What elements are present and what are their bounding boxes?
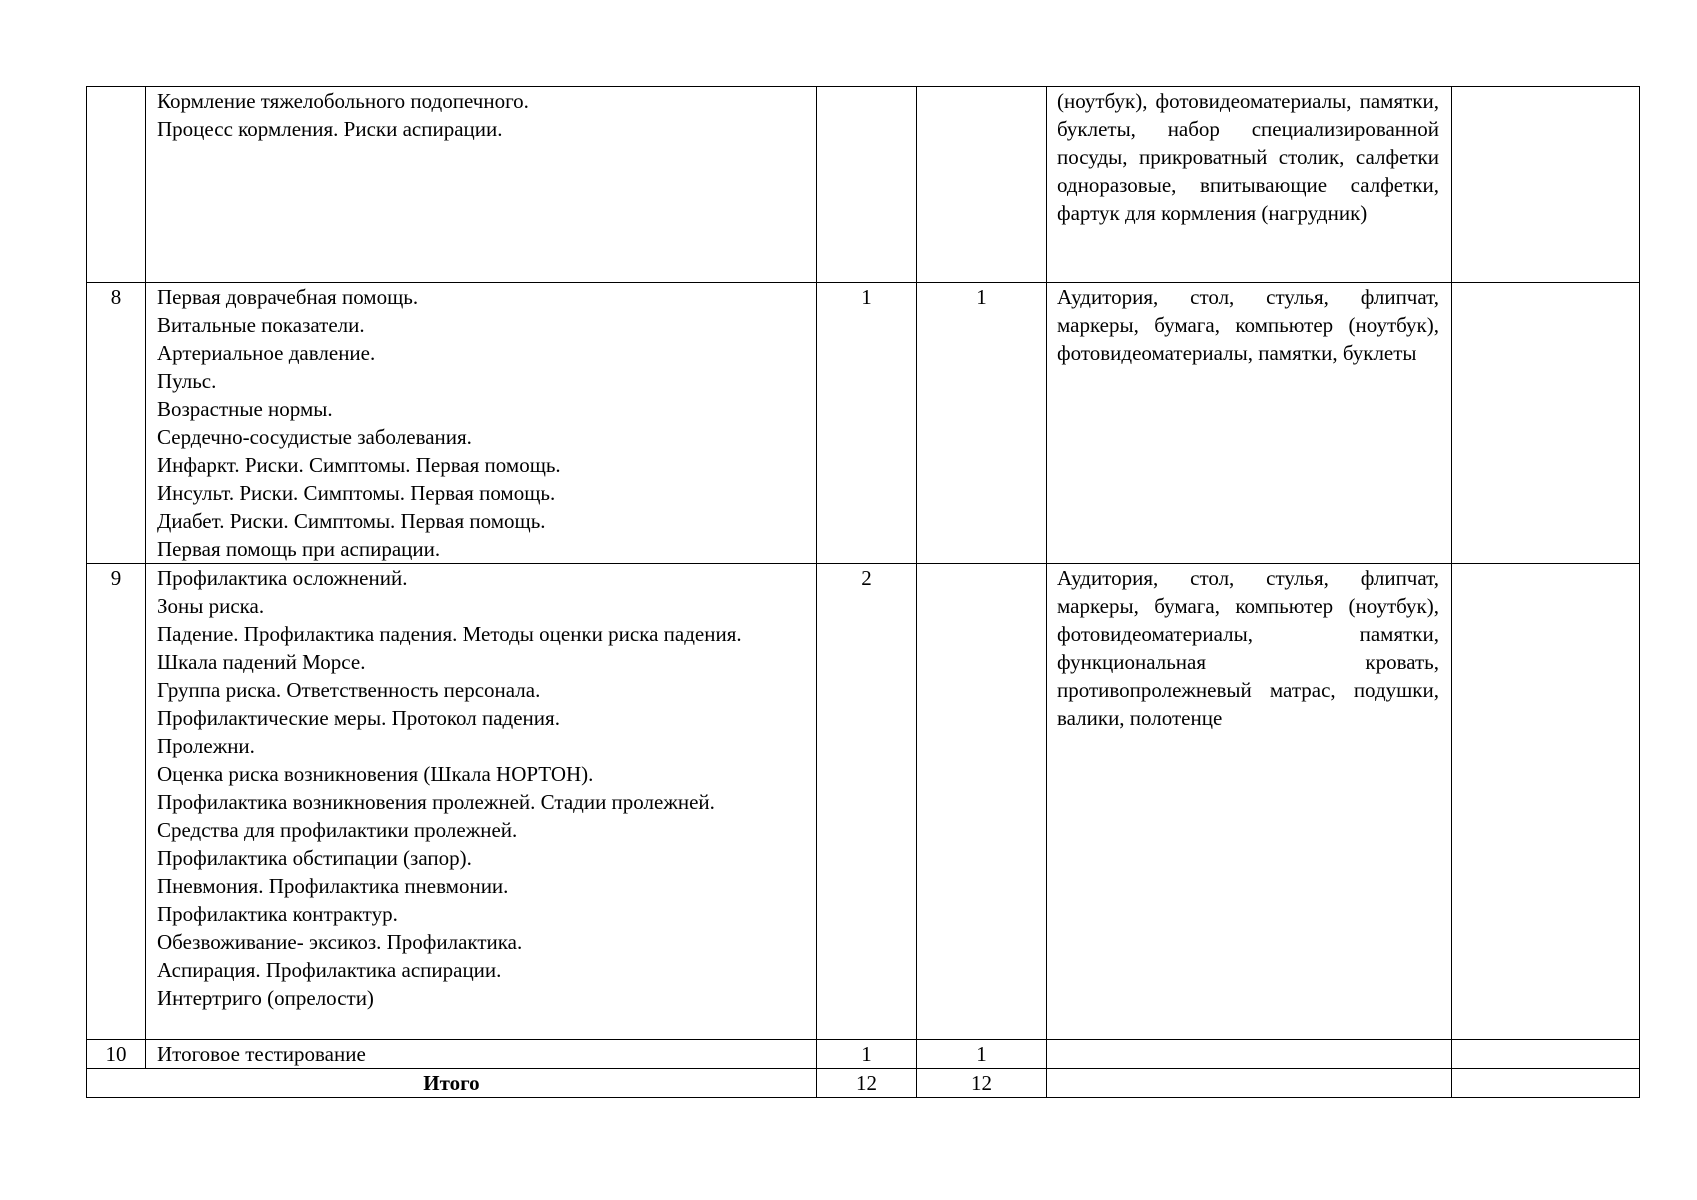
equipment-cell: Аудитория, стол, стулья, флипчат, маркеры, бумага, компьютер (ноутбук), фотовидеоматериалы, памятки, буклеты xyxy=(1047,283,1452,564)
topic-line: Артериальное давление. xyxy=(157,341,376,365)
table-row xyxy=(87,283,1640,564)
topic-line: Кормление тяжелобольного подопечного. xyxy=(157,89,529,113)
notes-cell xyxy=(1452,1069,1640,1098)
topic-cell xyxy=(146,1040,817,1069)
equipment-cell xyxy=(1047,1069,1452,1098)
hours-cell xyxy=(917,87,1047,283)
topic-line: Профилактика контрактур. xyxy=(157,902,398,926)
topic-cell xyxy=(146,564,817,1040)
topic-cell xyxy=(146,87,817,283)
equipment-cell: Аудитория, стол, стулья, флипчат, маркеры, бумага, компьютер (ноутбук), фотовидеоматериалы, памятки, функциональная кровать, противопролежневый матрас, подушки, валики, полотенце xyxy=(1047,564,1452,1040)
topic-line: Инсульт. Риски. Симптомы. Первая помощь. xyxy=(157,481,556,505)
row-number: 8 xyxy=(87,283,146,564)
topic-line: Зоны риска. xyxy=(157,594,265,618)
notes-cell xyxy=(1452,1040,1640,1069)
curriculum-table xyxy=(86,86,1640,1098)
hours-cell xyxy=(817,87,917,283)
topic-line: Диабет. Риски. Симптомы. Первая помощь. xyxy=(157,509,546,533)
table-row xyxy=(87,564,1640,1040)
equipment-cell: (ноутбук), фотовидеоматериалы, памятки, буклеты, набор специализированной посуды, прикроватный столик, салфетки одноразовые, впитывающие салфетки, фартук для кормления (нагрудник) xyxy=(1047,87,1452,283)
topic-line: Падение. Профилактика падения. Методы оценки риска падения. xyxy=(157,622,742,646)
topic-line: Группа риска. Ответственность персонала. xyxy=(157,678,541,702)
topic-cell xyxy=(146,283,817,564)
topic-line: Пневмония. Профилактика пневмонии. xyxy=(157,874,509,898)
row-number: 10 xyxy=(87,1040,146,1069)
topic-line: Итоговое тестирование xyxy=(157,1042,366,1066)
topic-line: Обезвоживание- эксикоз. Профилактика. xyxy=(157,930,523,954)
topic-line: Профилактические меры. Протокол падения. xyxy=(157,706,560,730)
row-number xyxy=(87,87,146,283)
notes-cell xyxy=(1452,283,1640,564)
equipment-cell xyxy=(1047,1040,1452,1069)
table-row xyxy=(87,1040,1640,1069)
hours-cell: 1 xyxy=(817,283,917,564)
topic-line: Пролежни. xyxy=(157,734,255,758)
topic-line: Средства для профилактики пролежней. xyxy=(157,818,518,842)
total-row xyxy=(87,1069,1640,1098)
topic-line: Сердечно-сосудистые заболевания. xyxy=(157,425,472,449)
topic-line: Аспирация. Профилактика аспирации. xyxy=(157,958,502,982)
document-page xyxy=(86,86,1639,1098)
topic-line: Витальные показатели. xyxy=(157,313,365,337)
total-label: Итого xyxy=(87,1069,817,1098)
total-hours-cell: 12 xyxy=(917,1069,1047,1098)
topic-line: Первая помощь при аспирации. xyxy=(157,537,441,561)
hours-cell: 1 xyxy=(917,283,1047,564)
topic-line: Профилактика обстипации (запор). xyxy=(157,846,472,870)
table-row xyxy=(87,87,1640,283)
hours-cell: 1 xyxy=(817,1040,917,1069)
topic-line: Пульс. xyxy=(157,369,217,393)
hours-cell: 2 xyxy=(817,564,917,1040)
hours-cell xyxy=(917,564,1047,1040)
notes-cell xyxy=(1452,564,1640,1040)
table-body xyxy=(87,87,1640,1098)
total-hours-cell: 12 xyxy=(817,1069,917,1098)
topic-line: Процесс кормления. Риски аспирации. xyxy=(157,117,503,141)
row-number: 9 xyxy=(87,564,146,1040)
topic-line: Первая доврачебная помощь. xyxy=(157,285,419,309)
topic-line: Оценка риска возникновения (Шкала НОРТОН). xyxy=(157,762,594,786)
topic-line: Интертриго (опрелости) xyxy=(157,986,374,1010)
topic-line: Инфаркт. Риски. Симптомы. Первая помощь. xyxy=(157,453,561,477)
topic-line: Шкала падений Морсе. xyxy=(157,650,366,674)
notes-cell xyxy=(1452,87,1640,283)
topic-line: Возрастные нормы. xyxy=(157,397,333,421)
hours-cell: 1 xyxy=(917,1040,1047,1069)
topic-line: Профилактика осложнений. xyxy=(157,566,408,590)
topic-line: Профилактика возникновения пролежней. Стадии пролежней. xyxy=(157,790,715,814)
